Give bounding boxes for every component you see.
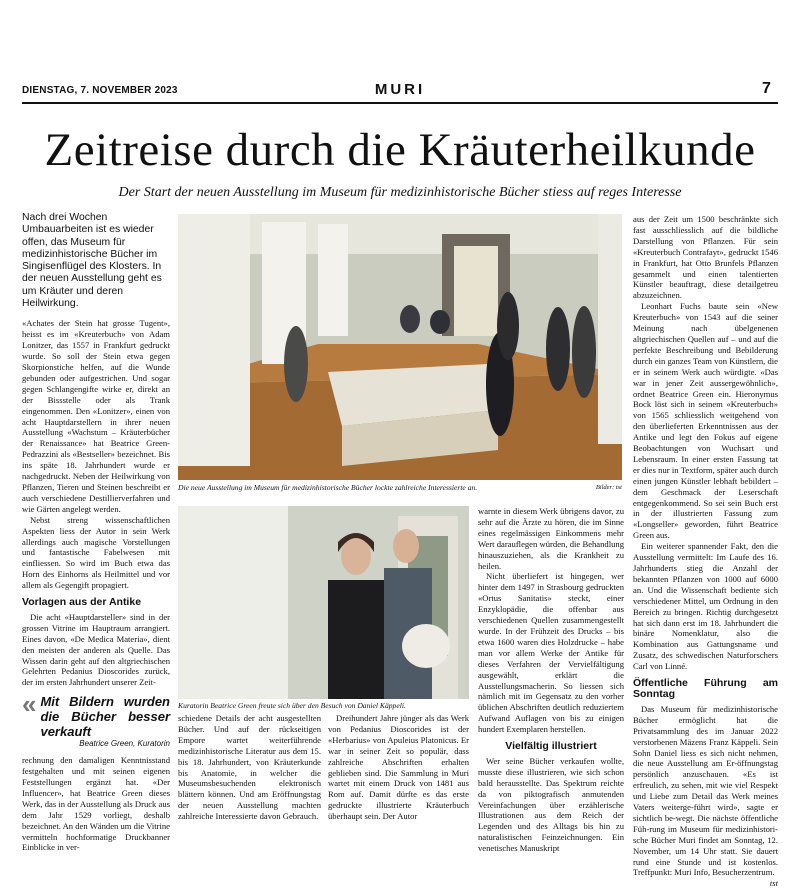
subtitle: Vorlagen aus der Antike xyxy=(22,596,142,609)
author-tag: tst xyxy=(769,878,778,889)
issue-date: DIENSTAG, 7. NOVEMBER 2023 xyxy=(22,85,178,96)
column-3 xyxy=(328,713,469,822)
subtitle: Öffentliche Führung am Sonntag xyxy=(633,677,778,700)
headline: Zeitreise durch die Kräuterheilkunde xyxy=(44,124,756,176)
quote-mark-icon: « xyxy=(22,689,37,720)
column-2 xyxy=(178,713,321,822)
body-paragraph: aus der Zeit um 1500 beschränkte sich fast ausschliesslich auf die bildliche Darstellung von Pflanzen. Für sein «Kreuterbuch Contrafayt», gedruckt 1546 in Frankfurt, hat Otto Brunfels Pflanzen gesammelt und einen talentierten Künstler beauftragt, diese detailgetreu abzuzeichnen. xyxy=(633,214,778,301)
subheadline: Der Start der neuen Ausstellung im Museum für medizinhistorische Bücher stiess auf reges Interesse xyxy=(118,185,682,200)
body-paragraph: rechnung den damaligen Kenntnisstand festgehalten und mit seinen eigenen Feststellungen ergänzt hat. «Der Influencer», hat Beatrice Green dieses Werk, das in der Ausstellung als Druck aus dem Jahr 1529 vorliegt, deshalb bezeichnet. An den Wänden um die Vitrine vermitteln hochformatige Druckbanner Einblicke in ver- xyxy=(22,755,170,853)
column-1 xyxy=(22,212,170,853)
body-paragraph: Nebst streng wissenschaftlichen Aspekten liess der Autor in sein Werk allerdings auch magische Vorstellungen und fantastische Fabelwesen mit einfliessen. So wird im Buch etwa das Horn des Einhorns als Heilmittel und vor allem als Gegengift propagiert. xyxy=(22,514,170,591)
quote-text: Mit Bildern wurden die Bücher besser verkauft xyxy=(40,694,170,740)
pull-quote xyxy=(22,689,170,750)
main-photo xyxy=(178,214,622,480)
quote-attribution: Beatrice Green, Kuratorin xyxy=(79,739,170,749)
body-paragraph: warnte in diesem Werk übrigens davor, zu sehr auf die Ärzte zu hören, die im Sinne eines regelmässigen Einkommens mehr Wert darauflegen würden, die Behandlung hinauszuziehen, als die Krankheit zu heilen. xyxy=(478,506,624,571)
column-5 xyxy=(633,214,778,889)
main-photo-caption: Die neue Ausstellung im Museum für medizinhistorische Bücher lockte zahlreiche Interessierte an. xyxy=(178,483,478,492)
section-name: MURI xyxy=(374,81,426,98)
photo-credit: Bilder: tst xyxy=(595,484,622,491)
body-paragraph: Nicht überliefert ist hingegen, wer hinter dem 1497 in Strasbourg gedruckten «Ortus Sanitatis» steckt, einer Enzyklopädie, die offenbar aus verschiedenen Quellen zusammengestellt wurde. In der Frühzeit des Drucks – bis etwa 1600 waren dies Holzdrucke – habe man vor allem Werke der Antike für dieses Verfahren der Vervielfältigung ausgewählt, erklärt die Ausstellungsmacherin. So liessen sich nämlich mit im Gegensatz zu den vorher üblichen Abschriften deutlich reduziertem Aufwand Auflagen von bis zu einigen hundert Exemplaren herstellen. xyxy=(478,571,624,735)
body-paragraph: schiedene Details der acht ausgestellten Bücher. Und auf der rückseitigen Empore wartet weiterführende medizinhistorische Literatur aus dem 15. bis 18. Jahrhundert, von Kräuterkunde bis Anatomie, in welcher die Museumsbesuchenden elektronisch blättern können. Und am Eröffnungstag der neuen Ausstellung machten zahlreiche Interessierte davon Gebrauch. xyxy=(178,713,321,822)
exhibition-hall-image xyxy=(178,214,622,480)
body-paragraph: Ein weiterer spannender Fakt, den die Ausstellung vermittelt: Im Laufe des 16. Jahrhunderts stieg die Anzahl der bekannten Pflanzen von 1000 auf 6000 an. Und die Wissenschaft bediente sich verschiedener Mittel, um Ordnung in den Bereich zu bringen. Richtig durchgesetzt hat sich dann erst im 18. Jahrhundert die binäre Nomenklatur, also die Kombination aus Gattungsname und Zusatz, des schwedischen Naturforschers Carl von Linné. xyxy=(633,541,778,672)
lead-paragraph: Nach drei Wochen Umbauarbeiten ist es wieder offen, das Museum für medizinhistorische Bücher im Singisenflügel des Klosters. In der neuen Ausstellung geht es um Kräuter und deren Heilwirkung. xyxy=(22,212,162,310)
portrait-photo xyxy=(178,506,469,699)
column-4 xyxy=(478,506,624,854)
header-rule xyxy=(22,102,778,104)
subtitle: Vielfältig illustriert xyxy=(505,740,597,753)
portrait-photo-caption: Kuratorin Beatrice Green freute sich über den Besuch von Daniel Käppeli. xyxy=(178,701,406,710)
curator-visitor-image xyxy=(178,506,469,699)
page-number: 7 xyxy=(762,80,771,97)
body-paragraph: «Achates der Stein hat grosse Tugent», heisst es im «Kreuterbuch» von Adam Lonitzer, das 1557 in Frankfurt gedruckt wurde. So soll der Stein etwa gegen Skorpionstiche helfen, auf die Wunde gebunden oder aufgestrichen. Und sogar gegen Schlangengifte wirke er, direkt an der Bissstelle oder als Trank eingenommen. Den «Lonitzer», einen von acht Hauptdarstellern in ihrer neuen Ausstellung «Wachstum – Kräuterbücher der Renaissance» hat Beatrice Green-Pedrazzini als «Bestseller» bezeichnet. Bis ins späte 18. Jahrhundert wurde er nachgedruckt. Neben der Heilwirkung von Pflanzen, Tieren und Steinen beschreibt er auch verschiedene Destillierverfahren und wie Gärten angelegt werden. xyxy=(22,318,170,514)
body-paragraph: Leonhart Fuchs baute sein «New Kreuterbuch» von 1543 auf die seiner Meinung nach übelgenenen altgriechischen Quellen auf – und auf die perfekte Beschreibung und Bebilderung durch ein ganzes Team von Künstlern, die er in seinem Werk auch würdigte. «Das war in jener Zeit aussergewöhnlich», ordnet Beatrice Green ein. Hieronymus Bock löst sich in seinem «Kreuterbuch» von 1565 schliesslich weitgehend von den überlieferten Erkenntnissen aus der Antike und legt den Fokus auf eigene Beobachtungen von Wuchsart und Lebensraum. In einer ersten Fassung tat er dies nur in Textform, später auch durch einen jungen Künstler lebhaft bebildert – dem Geschmack der Leserschaft entgegenkommend. So sei sein Buch erst in der illustrierten Fassung zum «Longseller» geworden, führt Beatrice Green aus. xyxy=(633,301,778,541)
body-paragraph: Die acht «Hauptdarsteller» sind in der grossen Vitrine im Hauptraum arrangiert. Eines davon, «De Medica Materia», dient den meisten der anderen als Quelle. Das Wissen darin geht auf den altgriechischen Gelehrten Pedanius Dioscorides zurück, der im ersten Jahrhundert unserer Zeit- xyxy=(22,611,170,688)
body-paragraph: Wer seine Bücher verkaufen wollte, musste diese illustrieren, wie sich schon bald herausstellte. Das Spektrum reichte da von piktografisch anmutenden Vereinfachungen über erzählerische Illustrationen aus dem Reich der Legenden und des Alltags bis hin zu naturalistischen Feinzeichnungen. Ein venetisches Manuskript xyxy=(478,755,624,854)
body-paragraph: Das Museum für medizinhistorische Bücher ermöglicht hat die Privatsammlung des im Januar 2022 verstorbenen Mäzens Franz Käppeli. Sein Sohn Daniel liess es sich nicht nehmen, die neue Ausstellung am Er-öffnungstag persönlich anzuschauen. «Es ist erfreulich, zu sehen, mit wie viel Respekt und Liebe zum Detail das Werk meines Vaters weiterge-führt wird», sagte er sichtlich be-wegt. Die nächste öffentliche Füh-rung im Museum für medizinhistori-sche Bücher Muri findet am Sonntag, 12. November, um 14 Uhr statt. Sie dauert rund eine Stunde und ist kostenlos. Treffpunkt: Muri Info, Besucherzentrum. xyxy=(633,703,778,878)
body-paragraph: Dreihundert Jahre jünger als das Werk von Pedanius Dioscorides ist der «Herbarius» von Apuleius Platonicus. Er war in seiner Zeit so populär, dass zahlreiche Abschriften erhalten geblieben sind. Die Sammlung in Muri wartet mit einem Druck von 1481 aus Rom auf. Damit dürfte es das erste gedruckte illustrierte Kräuterbuch überhaupt sein. Der Autor xyxy=(328,713,469,822)
